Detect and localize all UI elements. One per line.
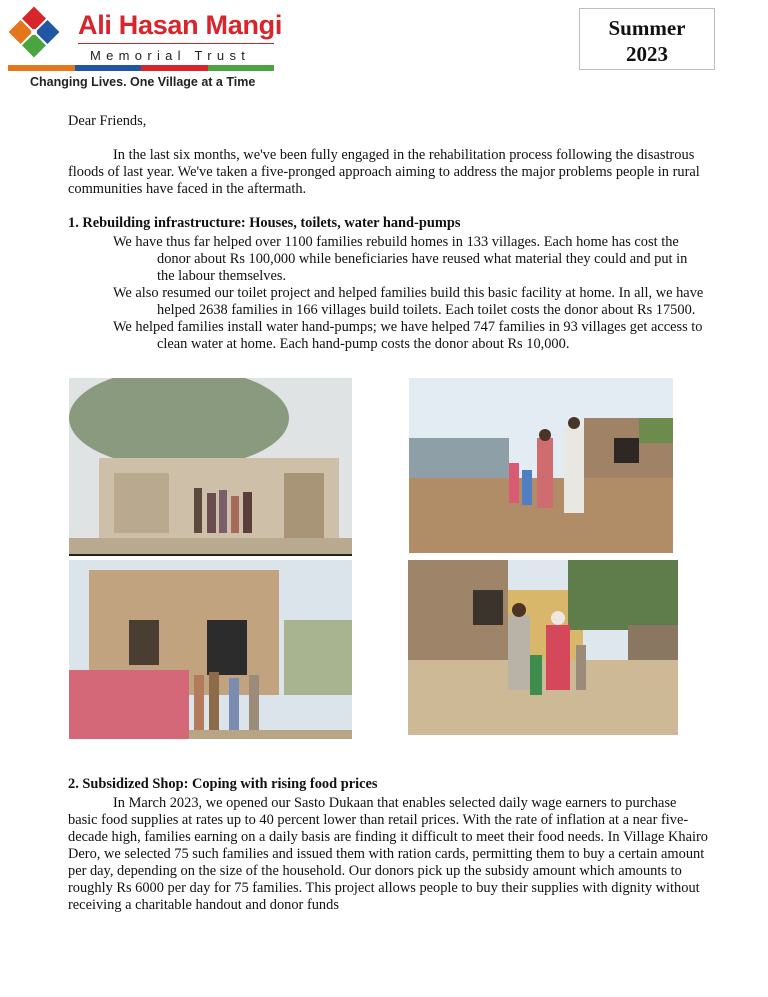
- brand-color-bar: [8, 65, 274, 71]
- trust-logo: [8, 6, 283, 90]
- section1-heading: 1. Rebuilding infrastructure: Houses, toilets, water hand-pumps: [68, 215, 461, 231]
- diamond-logo-icon: [8, 6, 60, 58]
- issue-season: Summer: [608, 16, 686, 40]
- intro-paragraph: In the last six months, we've been fully engaged in the rehabilitation process following the disastrous floods of last year. We've taken a five-pronged approach aiming to address the major problems people in rural communities have faced in the aftermath.: [68, 147, 700, 197]
- section1-list: [68, 234, 708, 353]
- photo-brick-home: [69, 560, 352, 739]
- org-name-underline: [78, 43, 274, 44]
- photo-family-at-toilet: [408, 560, 678, 735]
- org-name: Ali Hasan Mangi: [78, 10, 283, 40]
- list-item: We helped families install water hand-pumps; we have helped 747 families in 93 villages get access to clean water at home. Each hand-pump costs the donor about Rs 10,000.: [113, 319, 703, 352]
- section2-heading: 2. Subsidized Shop: Coping with rising food prices: [68, 776, 378, 792]
- org-subtitle: Memorial Trust: [90, 48, 251, 63]
- photo-women-at-house: [69, 378, 352, 556]
- photo-family-at-home: [409, 378, 673, 553]
- list-item: We have thus far helped over 1100 families rebuild homes in 133 villages. Each home has cost the donor about Rs 100,000 while beneficiaries have reused what material they could and put in the labour themselves.: [113, 234, 688, 284]
- tagline: Changing Lives. One Village at a Time: [30, 75, 256, 89]
- issue-box: [579, 8, 715, 70]
- list-item: We also resumed our toilet project and helped families build this basic facility at home. In all, we have helped 2638 families in 166 villages build toilets. Each toilet costs the donor about Rs 17500.: [113, 285, 704, 318]
- issue-year: 2023: [626, 42, 668, 66]
- salutation: Dear Friends,: [68, 113, 147, 129]
- section2-paragraph: In March 2023, we opened our Sasto Dukaan that enables selected daily wage earners to purchase basic food supplies at rates up to 40 percent lower than retail prices. With the rate of inflation at a near five-decade high, families earning on a daily basis are finding it difficult to meet their food needs. In Village Khairo Dero, we selected 75 such families and issued them with ration cards, permitting them to buy a certain amount per day, depending on the size of the household. Our donors pick up the subsidy amount which amounts to roughly Rs 6000 per day for 75 families. This project allows people to buy their supplies with dignity without receiving a charitable handout and donor funds: [68, 795, 708, 913]
